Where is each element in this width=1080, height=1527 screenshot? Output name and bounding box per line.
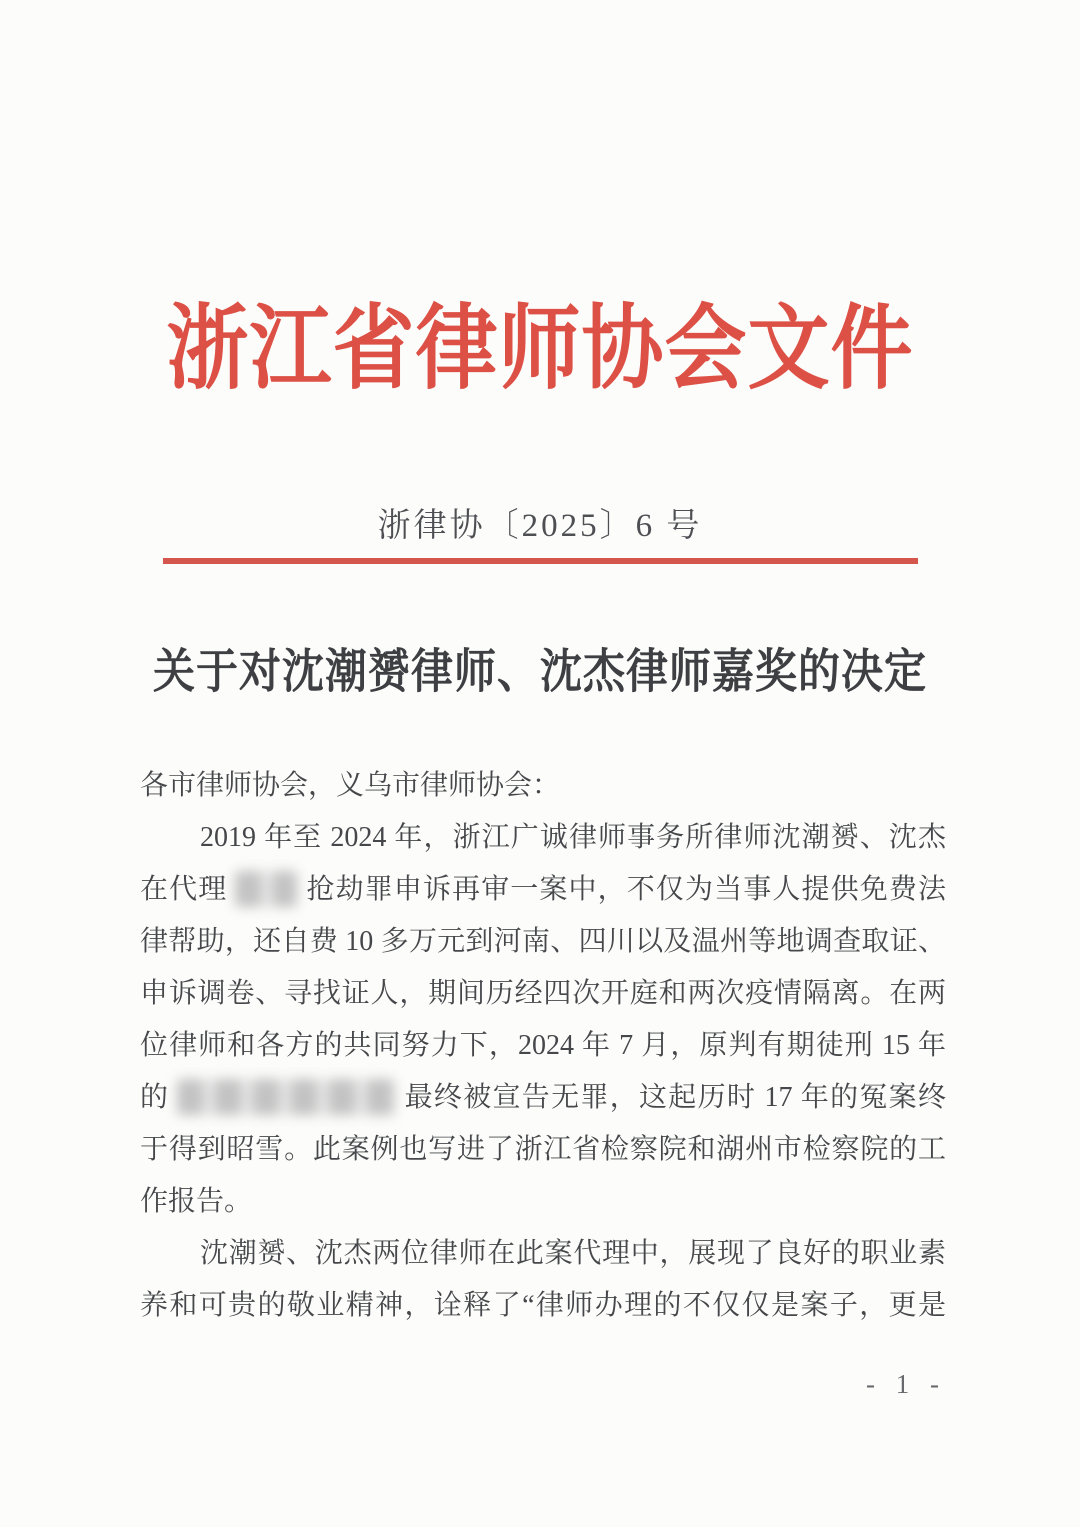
document-title: 关于对沈潮赟律师、沈杰律师嘉奖的决定 bbox=[152, 647, 927, 699]
redacted-name-blur bbox=[235, 871, 297, 907]
salutation-line: 各市律师协会，义乌市律师协会： bbox=[140, 770, 561, 801]
document-number: 浙律协〔2025〕6 号 bbox=[377, 508, 703, 544]
redacted-name-blur bbox=[177, 1079, 395, 1115]
body-line bbox=[140, 864, 946, 916]
body-line bbox=[140, 1072, 946, 1124]
body-line-text: 养和可贵的敬业精神，诠释了“律师办理的不仅仅是案子，更是 bbox=[140, 1290, 946, 1321]
body-line bbox=[140, 968, 946, 1020]
body-line bbox=[140, 1124, 946, 1176]
body-line bbox=[140, 1176, 946, 1228]
red-divider-line bbox=[163, 558, 918, 564]
document-body bbox=[140, 760, 946, 1332]
body-line bbox=[140, 1280, 946, 1332]
body-line bbox=[140, 916, 946, 968]
body-line-text: 位律师和各方的共同努力下，2024 年 7 月，原判有期徒刑 15 年 bbox=[140, 1030, 946, 1061]
page-number: - 1 - bbox=[866, 1369, 946, 1399]
body-line-text: 2019 年至 2024 年，浙江广诚律师事务所律师沈潮赟、沈杰 bbox=[200, 822, 946, 853]
body-line-text: 作报告。 bbox=[140, 1186, 253, 1217]
body-line-text: 抢劫罪申诉再审一案中，不仅为当事人提供免费法 bbox=[305, 874, 946, 905]
body-line bbox=[140, 1020, 946, 1072]
body-line bbox=[140, 1228, 946, 1280]
body-line-text: 在代理 bbox=[140, 874, 228, 905]
body-line-text: 的 bbox=[140, 1082, 170, 1113]
body-line bbox=[140, 812, 946, 864]
letterhead-title: 浙江省律师协会文件 bbox=[166, 298, 914, 400]
body-line-text: 沈潮赟、沈杰两位律师在此案代理中，展现了良好的职业素 bbox=[200, 1238, 946, 1269]
body-line-text: 律帮助，还自费 10 多万元到河南、四川以及温州等地调查取证、 bbox=[140, 926, 946, 957]
body-line-text: 申诉调卷、寻找证人，期间历经四次开庭和两次疫情隔离。在两 bbox=[140, 978, 946, 1009]
body-line-text: 于得到昭雪。此案例也写进了浙江省检察院和湖州市检察院的工 bbox=[140, 1134, 946, 1165]
body-line-text: 最终被宣告无罪，这起历时 17 年的冤案终 bbox=[403, 1082, 946, 1113]
